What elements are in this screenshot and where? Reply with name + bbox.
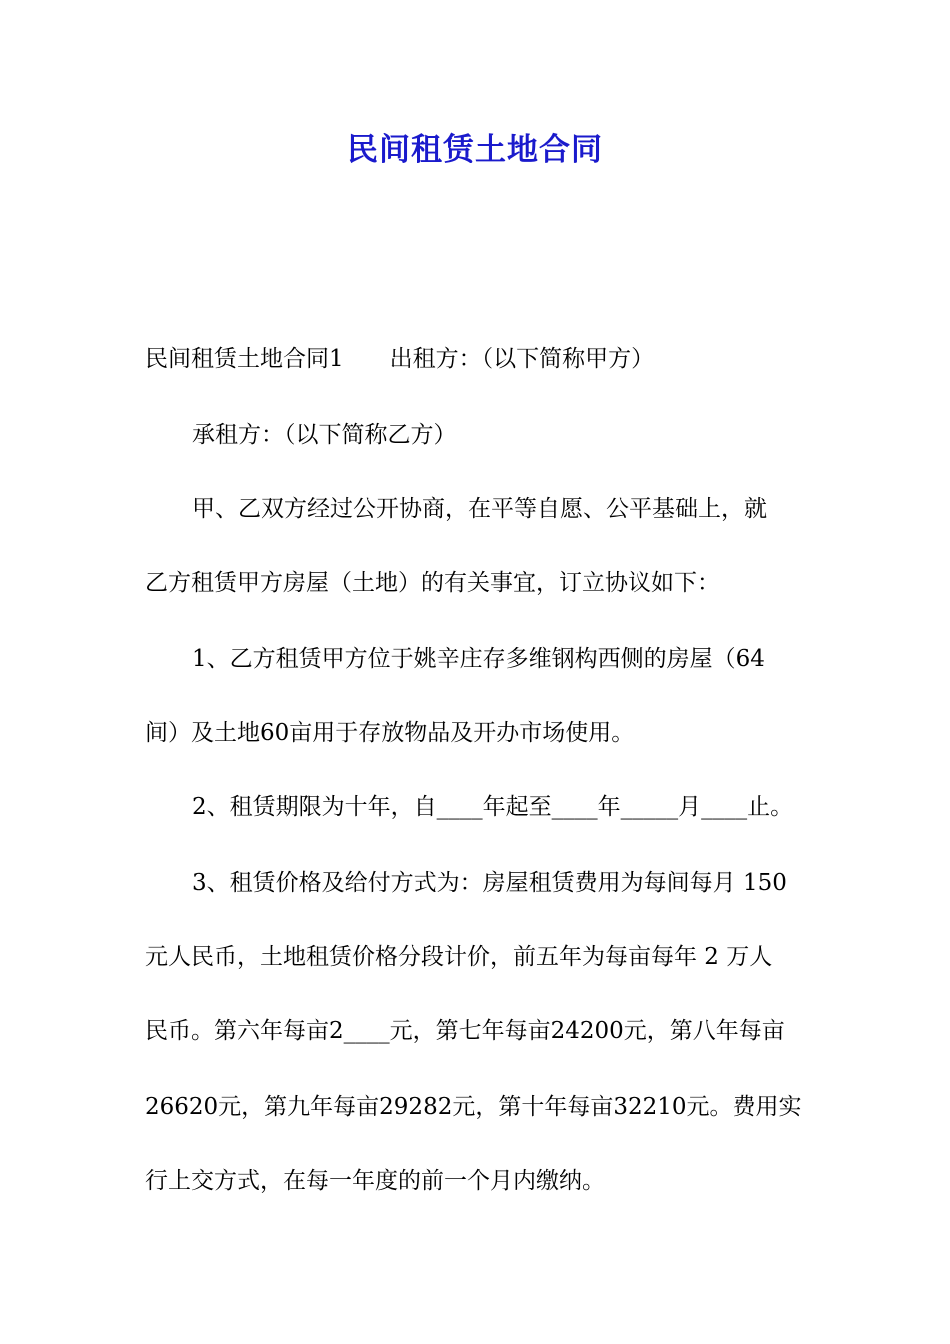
text-line-parties-lessor: 民间租赁土地合同1 出租方：（以下简称甲方） [145, 346, 655, 372]
text-line-clause3-4: 26620元，第九年每亩29282元，第十年每亩32210元。费用实 [145, 1094, 802, 1120]
text-line-clause3-3: 民币。第六年每亩2____元，第七年每亩24200元，第八年每亩 [145, 1018, 785, 1044]
text-line-clause2: 2、租赁期限为十年，自____年起至____年_____月____止。 [192, 794, 794, 820]
text-line-clause3-5: 行上交方式，在每一年度的前一个月内缴纳。 [145, 1168, 605, 1194]
document-title: 民间租赁土地合同 [347, 132, 603, 168]
text-line-lessee: 承租方：（以下简称乙方） [192, 422, 457, 448]
text-line-clause1-1: 1、乙方租赁甲方位于姚辛庄存多维钢构西侧的房屋（64 [192, 646, 765, 672]
text-line-clause3-1: 3、租赁价格及给付方式为：房屋租赁费用为每间每月 150 [192, 870, 787, 896]
text-line-clause1-2: 间）及土地60亩用于存放物品及开办市场使用。 [145, 720, 635, 746]
text-line-clause3-2: 元人民币，土地租赁价格分段计价，前五年为每亩每年 2 万人 [145, 944, 773, 970]
text-line-intro-1: 甲、乙双方经过公开协商，在平等自愿、公平基础上，就 [192, 496, 767, 522]
text-line-intro-2: 乙方租赁甲方房屋（土地）的有关事宜，订立协议如下： [145, 570, 720, 596]
